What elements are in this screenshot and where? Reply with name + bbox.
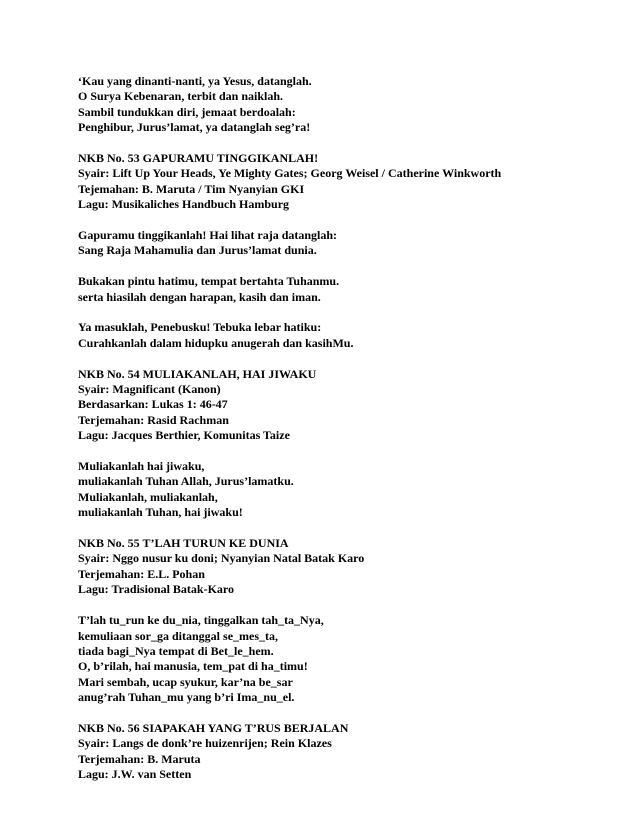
text-line: Terjemahan: Rasid Rachman (78, 412, 229, 427)
text-line: NKB No. 53 GAPURAMU TINGGIKANLAH! (78, 151, 319, 166)
text-line: Terjemahan: E.L. Pohan (78, 566, 205, 581)
text-line: Penghibur, Jurus’lamat, ya datanglah seg’ra! (78, 120, 311, 135)
text-line: Tejemahan: B. Maruta / Tim Nyanyian GKI (78, 181, 305, 196)
text-line: Ya masuklah, Penebusku! Tebuka lebar hatiku: (78, 320, 322, 335)
text-line: Muliakanlah, muliakanlah, (78, 489, 218, 504)
text-line: Berdasarkan: Lukas 1: 46-47 (78, 397, 228, 412)
text-line: kemuliaan sor_ga ditanggal se_mes_ta, (78, 628, 279, 643)
text-line: Muliakanlah hai jiwaku, (78, 459, 205, 474)
text-line: Lagu: J.W. van Setten (78, 767, 192, 782)
text-line: Lagu: Jacques Berthier, Komunitas Taize (78, 428, 290, 443)
text-line: Gapuramu tinggikanlah! Hai lihat raja datanglah: (78, 228, 338, 243)
text-block (78, 613, 618, 705)
text-block (78, 367, 618, 444)
text-block (78, 721, 618, 783)
text-block (78, 536, 618, 598)
text-line: Sambil tundukkan diri, jemaat berdoalah: (78, 104, 296, 119)
text-line: NKB No. 54 MULIAKANLAH, HAI JIWAKU (78, 366, 317, 381)
text-line: Lagu: Musikaliches Handbuch Hamburg (78, 197, 290, 212)
text-block (78, 320, 618, 351)
text-line: Curahkanlah dalam hidupku anugerah dan kasihMu. (78, 335, 354, 350)
text-block (78, 274, 618, 305)
text-line: O Surya Kebenaran, terbit dan naiklah. (78, 89, 284, 104)
text-line: Lagu: Tradisional Batak-Karo (78, 582, 235, 597)
text-line: anug’rah Tuhan_mu yang b’ri Ima_nu_el. (78, 690, 295, 705)
text-line: Sang Raja Mahamulia dan Jurus’lamat dunia. (78, 243, 317, 258)
text-line: Terjemahan: B. Maruta (78, 751, 201, 766)
text-line: NKB No. 56 SIAPAKAH YANG T’RUS BERJALAN (78, 720, 349, 735)
text-line: ‘Kau yang dinanti-nanti, ya Yesus, datanglah. (78, 74, 312, 88)
document-page (78, 74, 618, 798)
text-block (78, 74, 618, 136)
text-block (78, 151, 618, 213)
text-line: muliakanlah Tuhan Allah, Jurus’lamatku. (78, 474, 294, 489)
text-line: Syair: Nggo nusur ku doni; Nyanyian Natal Batak Karo (78, 551, 365, 566)
text-block (78, 459, 618, 521)
text-line: Syair: Lift Up Your Heads, Ye Mighty Gates; Georg Weisel / Catherine Winkworth (78, 166, 502, 181)
text-line: T’lah tu_run ke du_nia, tinggalkan tah_ta_Nya, (78, 613, 324, 628)
text-block (78, 228, 618, 259)
text-line: Mari sembah, ucap syukur, kar’na be_sar (78, 674, 293, 689)
text-line: tiada bagi_Nya tempat di Bet_le_hem. (78, 643, 274, 658)
text-line: NKB No. 55 T’LAH TURUN KE DUNIA (78, 536, 289, 551)
text-line: serta hiasilah dengan harapan, kasih dan iman. (78, 289, 321, 304)
text-line: Syair: Langs de donk’re huizenrijen; Rein Klazes (78, 736, 332, 751)
text-line: muliakanlah Tuhan, hai jiwaku! (78, 505, 243, 520)
text-line: Bukakan pintu hatimu, tempat bertahta Tuhanmu. (78, 274, 340, 289)
text-line: Syair: Magnificant (Kanon) (78, 382, 221, 397)
text-line: O, b’rilah, hai manusia, tem_pat di ha_timu! (78, 659, 308, 674)
